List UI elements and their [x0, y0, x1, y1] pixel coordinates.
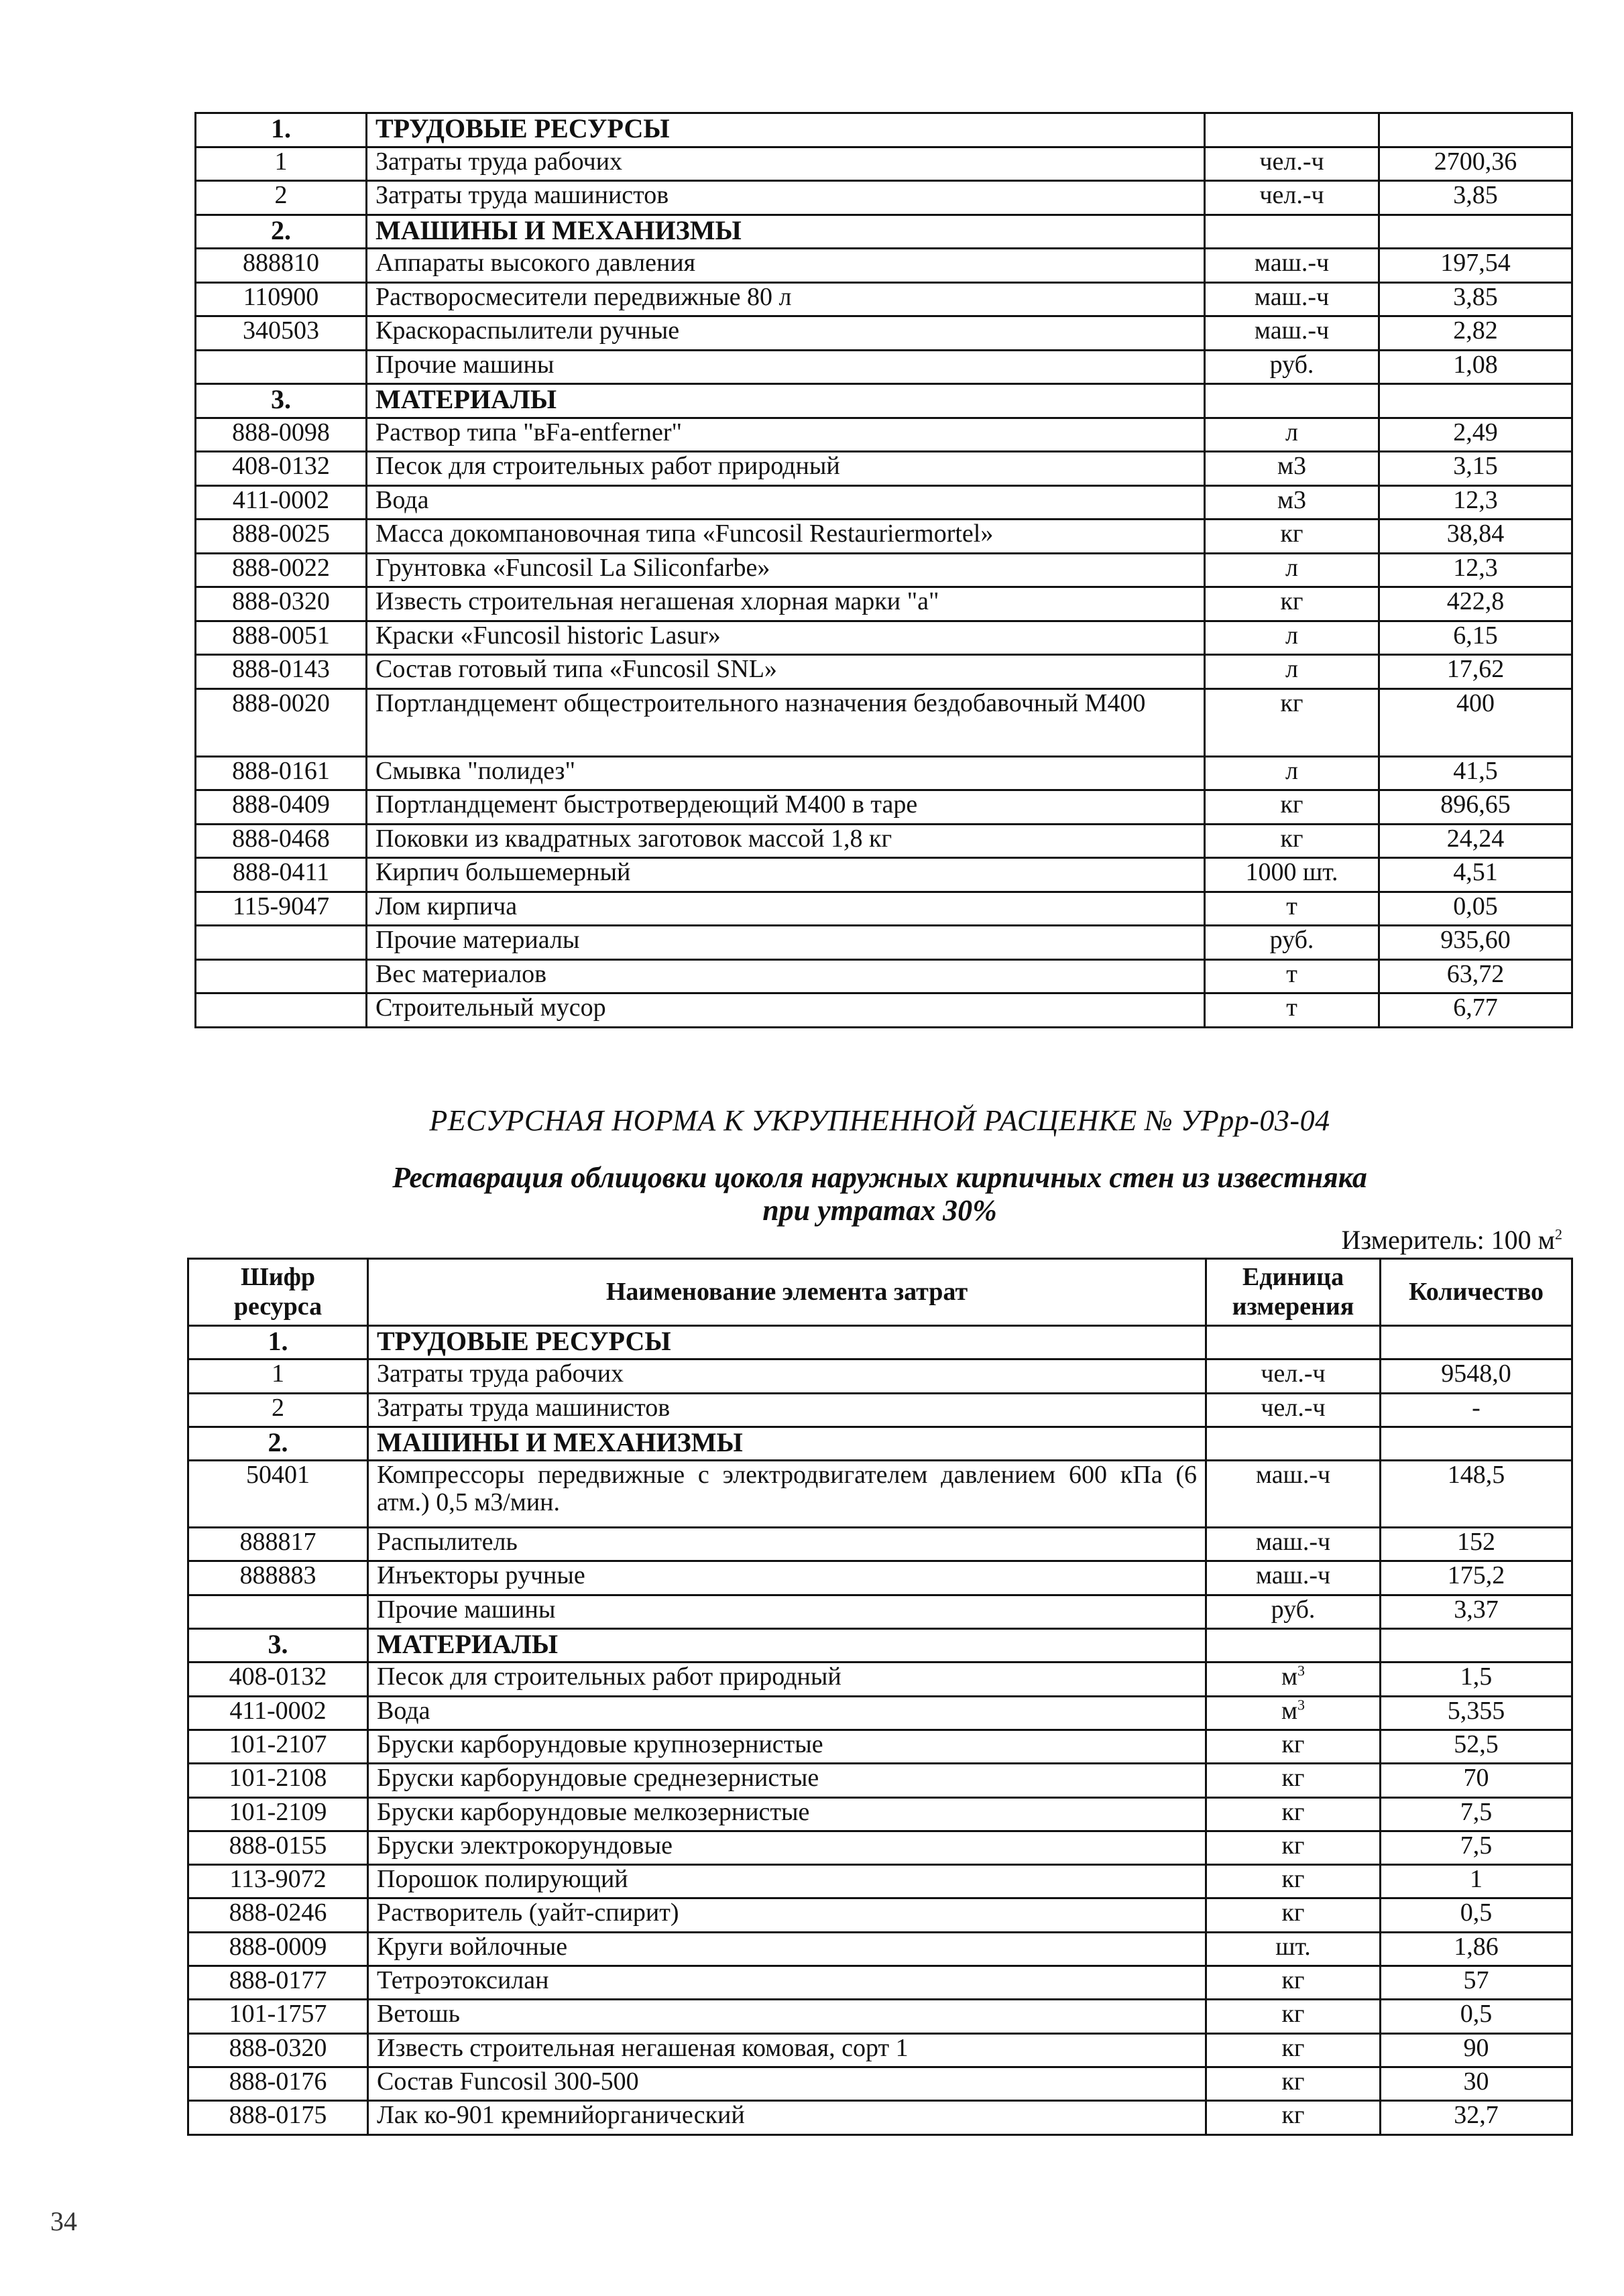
cell-cost-element-name: Порошок полирующий — [368, 1865, 1206, 1898]
cell-cost-element-name: Бруски карборундовые среднезернистые — [368, 1764, 1206, 1797]
cell-resource-code: 888-0155 — [188, 1831, 368, 1864]
cell-cost-element-name: МАТЕРИАЛЫ — [367, 384, 1205, 418]
cell-unit: кг — [1206, 1831, 1381, 1864]
cell-quantity: 7,5 — [1381, 1797, 1572, 1831]
table-row — [188, 1966, 1572, 2000]
table-row — [196, 181, 1572, 215]
cell-cost-element-name: Вода — [367, 485, 1205, 520]
cell-resource-code: 1. — [188, 1326, 368, 1360]
table-row — [188, 2000, 1572, 2033]
cell-resource-code: 3. — [196, 384, 367, 418]
cell-quantity: 30 — [1381, 2067, 1572, 2100]
cell-cost-element-name: Краски «Funcosil historic Lasur» — [367, 621, 1205, 655]
table-row — [188, 1393, 1572, 1427]
cell-quantity: 70 — [1381, 1764, 1572, 1797]
cell-cost-element-name: Растворосмесители передвижные 80 л — [367, 282, 1205, 316]
cell-quantity: 3,15 — [1379, 452, 1572, 486]
cell-unit: 1000 шт. — [1205, 858, 1379, 892]
cell-cost-element-name: Масса докомпановочная типа «Funcosil Restauriermortel» — [367, 520, 1205, 554]
header-cost-element-name: Наименование элемента затрат — [368, 1259, 1206, 1326]
cell-cost-element-name: Бруски карборундовые крупнозернистые — [368, 1730, 1206, 1763]
table-row — [188, 1528, 1572, 1561]
cell-unit — [1206, 1663, 1381, 1696]
table-row — [188, 1595, 1572, 1628]
cell-resource-code: 101-2108 — [188, 1764, 368, 1797]
cell-cost-element-name: Бруски электрокорундовые — [368, 1831, 1206, 1864]
cell-resource-code — [196, 959, 367, 993]
cell-unit: кг — [1206, 1730, 1381, 1763]
cell-unit: руб. — [1205, 926, 1379, 960]
cell-resource-code: 888817 — [188, 1528, 368, 1561]
cell-quantity: 0,5 — [1381, 1898, 1572, 1932]
cell-quantity: 0,05 — [1379, 892, 1572, 926]
table-row — [188, 1730, 1572, 1763]
table-row — [188, 1696, 1572, 1730]
header-resource-code: Шифр ресурса — [188, 1259, 368, 1326]
cell-resource-code: 101-2109 — [188, 1797, 368, 1831]
cell-resource-code: 888-0468 — [196, 824, 367, 858]
cell-cost-element-name: Аппараты высокого давления — [367, 249, 1205, 283]
cell-resource-code: 1. — [196, 113, 367, 147]
cell-unit: л — [1205, 756, 1379, 790]
resource-table-1-body — [196, 113, 1572, 1028]
cell-quantity: 2,49 — [1379, 418, 1572, 452]
section-row — [196, 384, 1572, 418]
cell-quantity: 24,24 — [1379, 824, 1572, 858]
cell-quantity: 9548,0 — [1381, 1360, 1572, 1393]
cell-quantity: 175,2 — [1381, 1561, 1572, 1595]
cell-unit: маш.-ч — [1206, 1461, 1381, 1528]
cell-unit: л — [1205, 418, 1379, 452]
cell-resource-code: 408-0132 — [188, 1663, 368, 1696]
cell-unit: маш.-ч — [1206, 1528, 1381, 1561]
cell-unit: чел.-ч — [1205, 147, 1379, 181]
cell-unit: кг — [1206, 2033, 1381, 2067]
cell-resource-code: 888-0411 — [196, 858, 367, 892]
cell-unit: кг — [1206, 2067, 1381, 2100]
table-row — [196, 485, 1572, 520]
table-row — [196, 452, 1572, 486]
cell-quantity: 90 — [1381, 2033, 1572, 2067]
cell-cost-element-name: Смывка "полидез" — [367, 756, 1205, 790]
cell-cost-element-name: Лак ко-901 кремнийорганический — [368, 2101, 1206, 2134]
cell-unit: кг — [1206, 2000, 1381, 2033]
cell-unit: л — [1205, 621, 1379, 655]
cell-quantity: 6,15 — [1379, 621, 1572, 655]
table-row — [188, 2033, 1572, 2067]
table-row — [196, 756, 1572, 790]
cell-resource-code: 888-0175 — [188, 2101, 368, 2134]
cell-quantity: 3,37 — [1381, 1595, 1572, 1628]
cell-cost-element-name: Вода — [368, 1696, 1206, 1730]
cell-quantity: 0,5 — [1381, 2000, 1572, 2033]
table-row — [196, 993, 1572, 1028]
resource-table-2-body — [188, 1326, 1572, 2135]
cell-unit-exponent: 3 — [1297, 1662, 1306, 1679]
table-row — [188, 1764, 1572, 1797]
cell-resource-code: 888-0176 — [188, 2067, 368, 2100]
work-subtitle-line-2: при утратах 30% — [762, 1194, 997, 1227]
cell-unit: чел.-ч — [1206, 1360, 1381, 1393]
cell-resource-code: 340503 — [196, 316, 367, 351]
measurement-unit-exponent: 2 — [1555, 1225, 1562, 1243]
cell-unit — [1206, 1696, 1381, 1730]
table-header-row — [188, 1259, 1572, 1326]
cell-cost-element-name: Портландцемент быстротвердеющий М400 в таре — [367, 790, 1205, 825]
cell-unit: л — [1205, 553, 1379, 587]
cell-unit: кг — [1206, 2101, 1381, 2134]
cell-cost-element-name: Строительный мусор — [367, 993, 1205, 1028]
cell-unit: чел.-ч — [1206, 1393, 1381, 1427]
norm-title: РЕСУРСНАЯ НОРМА К УКРУПНЕННОЙ РАСЦЕНКЕ № УРрр-03-04 — [429, 1104, 1330, 1137]
table-row — [196, 418, 1572, 452]
cell-cost-element-name: Состав Funcosil 300-500 — [368, 2067, 1206, 2100]
cell-unit: кг — [1205, 688, 1379, 756]
cell-cost-element-name: Распылитель — [368, 1528, 1206, 1561]
header-unit: Единица измерения — [1206, 1259, 1381, 1326]
table-row — [188, 1831, 1572, 1864]
page-number: 34 — [50, 2206, 77, 2236]
cell-unit: маш.-ч — [1205, 249, 1379, 283]
cell-unit: т — [1205, 892, 1379, 926]
cell-resource-code: 888-0320 — [188, 2033, 368, 2067]
cell-resource-code: 101-1757 — [188, 2000, 368, 2033]
table-row — [196, 249, 1572, 283]
table-row — [196, 282, 1572, 316]
cell-cost-element-name: Затраты труда машинистов — [368, 1393, 1206, 1427]
cell-cost-element-name: Компрессоры передвижные с электродвигателем давлением 600 кПа (6 атм.) 0,5 м3/мин. — [368, 1461, 1206, 1528]
cell-quantity: 197,54 — [1379, 249, 1572, 283]
measurement-unit — [1342, 1224, 1562, 1256]
cell-cost-element-name: Кирпич большемерный — [367, 858, 1205, 892]
cell-unit — [1206, 1629, 1381, 1663]
table-row — [188, 1461, 1572, 1528]
cell-cost-element-name: МАШИНЫ И МЕХАНИЗМЫ — [368, 1427, 1206, 1460]
table-row — [196, 587, 1572, 621]
cell-resource-code: 2. — [196, 215, 367, 249]
table-row — [196, 790, 1572, 825]
cell-cost-element-name: МАТЕРИАЛЫ — [368, 1629, 1206, 1663]
cell-quantity: 57 — [1381, 1966, 1572, 2000]
cell-cost-element-name: Инъекторы ручные — [368, 1561, 1206, 1595]
cell-quantity: 935,60 — [1379, 926, 1572, 960]
table-row — [188, 1898, 1572, 1932]
header-quantity: Количество — [1381, 1259, 1572, 1326]
cell-quantity — [1381, 1629, 1572, 1663]
cell-quantity: 3,85 — [1379, 181, 1572, 215]
cell-unit: т — [1205, 959, 1379, 993]
cell-resource-code: 888-0025 — [196, 520, 367, 554]
cell-resource-code: 888-0246 — [188, 1898, 368, 1932]
cell-unit: маш.-ч — [1205, 316, 1379, 351]
cell-quantity: 148,5 — [1381, 1461, 1572, 1528]
cell-quantity: 7,5 — [1381, 1831, 1572, 1864]
cell-quantity: 1,5 — [1381, 1663, 1572, 1696]
table-row — [196, 655, 1572, 689]
section-row — [188, 1427, 1572, 1460]
measurement-unit-label: Измеритель: 100 м — [1341, 1225, 1555, 1255]
cell-cost-element-name: Портландцемент общестроительного назначения бездобавочный М400 — [367, 688, 1205, 756]
table-row — [196, 553, 1572, 587]
cell-quantity — [1379, 113, 1572, 147]
cell-resource-code: 411-0002 — [196, 485, 367, 520]
cell-unit-exponent: 3 — [1297, 1696, 1306, 1713]
cell-cost-element-name: Затраты труда машинистов — [367, 181, 1205, 215]
cell-quantity: 3,85 — [1379, 282, 1572, 316]
cell-resource-code: 408-0132 — [196, 452, 367, 486]
cell-cost-element-name: Затраты труда рабочих — [367, 147, 1205, 181]
cell-quantity: 400 — [1379, 688, 1572, 756]
cell-resource-code: 888-0051 — [196, 621, 367, 655]
cell-cost-element-name: Песок для строительных работ природный — [368, 1663, 1206, 1696]
cell-resource-code: 888-0022 — [196, 553, 367, 587]
table-row — [188, 1561, 1572, 1595]
cell-resource-code: 113-9072 — [188, 1865, 368, 1898]
cell-unit — [1205, 384, 1379, 418]
cell-unit: кг — [1205, 790, 1379, 825]
cell-quantity: 41,5 — [1379, 756, 1572, 790]
cell-quantity: 38,84 — [1379, 520, 1572, 554]
cell-resource-code: 2 — [188, 1393, 368, 1427]
cell-unit: руб. — [1205, 350, 1379, 384]
cell-unit: кг — [1205, 520, 1379, 554]
section-row — [196, 113, 1572, 147]
cell-cost-element-name: Песок для строительных работ природный — [367, 452, 1205, 486]
cell-unit: кг — [1206, 1966, 1381, 2000]
table-row — [196, 316, 1572, 351]
cell-resource-code: 115-9047 — [196, 892, 367, 926]
cell-cost-element-name: Ветошь — [368, 2000, 1206, 2033]
cell-quantity: 52,5 — [1381, 1730, 1572, 1763]
cell-unit — [1206, 1326, 1381, 1360]
cell-quantity: - — [1381, 1393, 1572, 1427]
cell-unit: кг — [1205, 587, 1379, 621]
cell-cost-element-name: Прочие материалы — [367, 926, 1205, 960]
cell-unit — [1205, 113, 1379, 147]
section-row — [188, 1326, 1572, 1360]
cell-unit-text: м — [1281, 1663, 1298, 1691]
cell-cost-element-name: Грунтовка «Funcosil La Siliconfarbe» — [367, 553, 1205, 587]
cell-quantity — [1381, 1427, 1572, 1460]
cell-resource-code: 3. — [188, 1629, 368, 1663]
cell-resource-code: 888810 — [196, 249, 367, 283]
cell-unit: кг — [1206, 1865, 1381, 1898]
cell-unit: м3 — [1205, 485, 1379, 520]
table-row — [196, 959, 1572, 993]
table-row — [188, 1797, 1572, 1831]
resource-table-1 — [194, 112, 1573, 1028]
cell-resource-code: 888-0143 — [196, 655, 367, 689]
cell-unit-text: м — [1281, 1696, 1298, 1725]
cell-quantity — [1379, 384, 1572, 418]
cell-resource-code: 888-0161 — [196, 756, 367, 790]
cell-quantity: 422,8 — [1379, 587, 1572, 621]
table-row — [196, 147, 1572, 181]
cell-cost-element-name: Поковки из квадратных заготовок массой 1,8 кг — [367, 824, 1205, 858]
cell-unit: шт. — [1206, 1932, 1381, 1966]
cell-unit: маш.-ч — [1205, 282, 1379, 316]
cell-resource-code: 50401 — [188, 1461, 368, 1528]
table-row — [196, 350, 1572, 384]
cell-quantity: 1 — [1381, 1865, 1572, 1898]
cell-quantity: 2,82 — [1379, 316, 1572, 351]
cell-cost-element-name: Краскораспылители ручные — [367, 316, 1205, 351]
cell-resource-code: 888-0098 — [196, 418, 367, 452]
table-row — [188, 1360, 1572, 1393]
cell-cost-element-name: Тетроэтоксилан — [368, 1966, 1206, 2000]
cell-resource-code: 1 — [188, 1360, 368, 1393]
cell-unit: руб. — [1206, 1595, 1381, 1628]
cell-unit — [1205, 215, 1379, 249]
cell-resource-code: 888-0320 — [196, 587, 367, 621]
cell-cost-element-name: Бруски карборундовые мелкозернистые — [368, 1797, 1206, 1831]
cell-resource-code — [196, 926, 367, 960]
cell-resource-code: 888883 — [188, 1561, 368, 1595]
cell-resource-code — [196, 993, 367, 1028]
cell-resource-code: 2 — [196, 181, 367, 215]
cell-cost-element-name: Круги войлочные — [368, 1932, 1206, 1966]
table-row — [196, 892, 1572, 926]
cell-quantity: 17,62 — [1379, 655, 1572, 689]
table-row — [196, 520, 1572, 554]
cell-unit: т — [1205, 993, 1379, 1028]
cell-quantity — [1379, 215, 1572, 249]
cell-unit — [1206, 1427, 1381, 1460]
cell-quantity: 152 — [1381, 1528, 1572, 1561]
cell-cost-element-name: ТРУДОВЫЕ РЕСУРСЫ — [367, 113, 1205, 147]
cell-cost-element-name: Состав готовый типа «Funcosil SNL» — [367, 655, 1205, 689]
table-row — [196, 824, 1572, 858]
cell-unit: кг — [1206, 1764, 1381, 1797]
cell-resource-code: 101-2107 — [188, 1730, 368, 1763]
work-subtitle-line-1: Реставрация облицовки цоколя наружных кирпичных стен из известняка — [392, 1161, 1367, 1194]
table-row — [188, 1932, 1572, 1966]
cell-cost-element-name: Прочие машины — [368, 1595, 1206, 1628]
table-row — [196, 688, 1572, 756]
cell-unit: м3 — [1205, 452, 1379, 486]
cell-quantity: 1,08 — [1379, 350, 1572, 384]
cell-quantity: 4,51 — [1379, 858, 1572, 892]
cell-resource-code: 888-0020 — [196, 688, 367, 756]
cell-quantity: 12,3 — [1379, 553, 1572, 587]
cell-cost-element-name: Затраты труда рабочих — [368, 1360, 1206, 1393]
cell-cost-element-name: Известь строительная негашеная хлорная марки "а" — [367, 587, 1205, 621]
cell-cost-element-name: Прочие машины — [367, 350, 1205, 384]
cell-cost-element-name: Раствор типа "вFa-entferner" — [367, 418, 1205, 452]
cell-quantity — [1381, 1326, 1572, 1360]
table-row — [196, 621, 1572, 655]
cell-resource-code: 110900 — [196, 282, 367, 316]
cell-cost-element-name: Растворитель (уайт-спирит) — [368, 1898, 1206, 1932]
cell-resource-code: 2. — [188, 1427, 368, 1460]
cell-quantity: 12,3 — [1379, 485, 1572, 520]
cell-cost-element-name: Лом кирпича — [367, 892, 1205, 926]
cell-quantity: 1,86 — [1381, 1932, 1572, 1966]
cell-quantity: 5,355 — [1381, 1696, 1572, 1730]
cell-resource-code — [196, 350, 367, 384]
cell-quantity: 63,72 — [1379, 959, 1572, 993]
table-row — [196, 926, 1572, 960]
cell-resource-code: 888-0177 — [188, 1966, 368, 2000]
cell-quantity: 2700,36 — [1379, 147, 1572, 181]
cell-cost-element-name: Вес материалов — [367, 959, 1205, 993]
table-row — [188, 2067, 1572, 2100]
table-row — [188, 2101, 1572, 2134]
cell-cost-element-name: Известь строительная негашеная комовая, сорт 1 — [368, 2033, 1206, 2067]
cell-quantity: 6,77 — [1379, 993, 1572, 1028]
cell-cost-element-name: ТРУДОВЫЕ РЕСУРСЫ — [368, 1326, 1206, 1360]
cell-quantity: 896,65 — [1379, 790, 1572, 825]
table-row — [188, 1865, 1572, 1898]
cell-unit: л — [1205, 655, 1379, 689]
resource-table-2 — [187, 1258, 1573, 2136]
cell-unit: чел.-ч — [1205, 181, 1379, 215]
cell-unit: кг — [1206, 1797, 1381, 1831]
section-row — [188, 1629, 1572, 1663]
cell-quantity: 32,7 — [1381, 2101, 1572, 2134]
cell-resource-code: 888-0009 — [188, 1932, 368, 1966]
cell-unit: кг — [1205, 824, 1379, 858]
cell-unit: маш.-ч — [1206, 1561, 1381, 1595]
cell-resource-code: 1 — [196, 147, 367, 181]
cell-resource-code — [188, 1595, 368, 1628]
table-row — [196, 858, 1572, 892]
cell-unit: кг — [1206, 1898, 1381, 1932]
table-row — [188, 1663, 1572, 1696]
cell-resource-code: 888-0409 — [196, 790, 367, 825]
cell-cost-element-name: МАШИНЫ И МЕХАНИЗМЫ — [367, 215, 1205, 249]
section-row — [196, 215, 1572, 249]
cell-resource-code: 411-0002 — [188, 1696, 368, 1730]
